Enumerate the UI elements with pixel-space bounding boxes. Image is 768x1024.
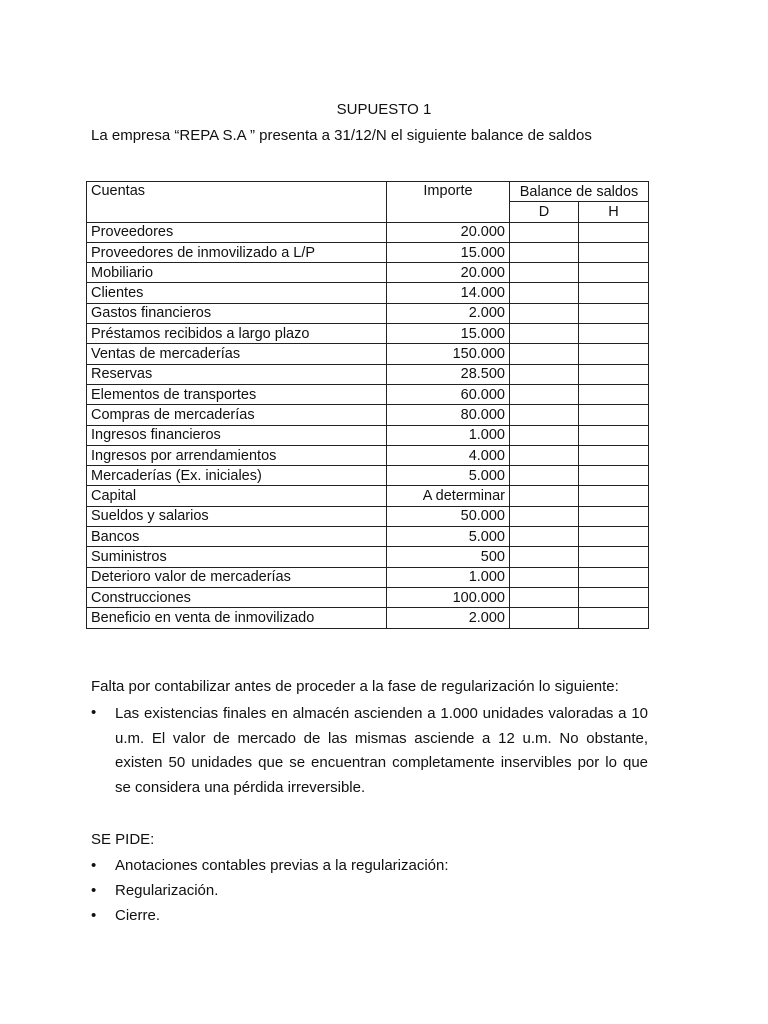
cell-importe: 20.000 <box>387 222 510 242</box>
table-row <box>87 263 649 283</box>
table-row <box>87 324 649 344</box>
cell-importe: 28.500 <box>387 364 510 384</box>
cell-haber <box>579 425 649 445</box>
cell-cuenta: Ventas de mercaderías <box>87 344 387 364</box>
cell-cuenta: Elementos de transportes <box>87 384 387 404</box>
document-title: SUPUESTO 1 <box>336 101 432 118</box>
cell-cuenta: Sueldos y salarios <box>87 506 387 526</box>
cell-cuenta: Proveedores de inmovilizado a L/P <box>87 242 387 262</box>
header-haber: H <box>579 202 649 222</box>
cell-cuenta: Préstamos recibidos a largo plazo <box>87 324 387 344</box>
requested-item-text: Anotaciones contables previas a la regularización: <box>115 857 449 874</box>
cell-haber <box>579 445 649 465</box>
cell-importe: 5.000 <box>387 466 510 486</box>
header-debe: D <box>510 202 579 222</box>
table-row <box>87 222 649 242</box>
cell-haber <box>579 608 649 628</box>
cell-debe <box>510 547 579 567</box>
cell-haber <box>579 324 649 344</box>
requested-item-text: Cierre. <box>115 907 161 924</box>
cell-importe: 2.000 <box>387 303 510 323</box>
bullet-icon: • <box>91 882 97 899</box>
cell-importe: 500 <box>387 547 510 567</box>
cell-debe <box>510 506 579 526</box>
cell-haber <box>579 547 649 567</box>
cell-importe: 150.000 <box>387 344 510 364</box>
cell-cuenta: Gastos financieros <box>87 303 387 323</box>
cell-debe <box>510 344 579 364</box>
cell-cuenta: Deterioro valor de mercaderías <box>87 567 387 587</box>
cell-cuenta: Ingresos financieros <box>87 425 387 445</box>
pending-list <box>91 702 648 800</box>
cell-debe <box>510 527 579 547</box>
cell-debe <box>510 324 579 344</box>
cell-debe <box>510 405 579 425</box>
cell-haber <box>579 587 649 607</box>
requested-item-text: Regularización. <box>115 882 219 899</box>
table-row <box>87 567 649 587</box>
cell-haber <box>579 303 649 323</box>
cell-debe <box>510 222 579 242</box>
table-row <box>87 587 649 607</box>
cell-debe <box>510 384 579 404</box>
cell-haber <box>579 506 649 526</box>
table-row <box>87 547 649 567</box>
cell-importe: 4.000 <box>387 445 510 465</box>
table-header-row <box>87 182 649 202</box>
cell-cuenta: Suministros <box>87 547 387 567</box>
cell-importe: 20.000 <box>387 263 510 283</box>
table-row <box>87 384 649 404</box>
cell-importe: 100.000 <box>387 587 510 607</box>
header-importe: Importe <box>387 182 510 223</box>
cell-cuenta: Ingresos por arrendamientos <box>87 445 387 465</box>
table-row <box>87 283 649 303</box>
cell-importe: 15.000 <box>387 242 510 262</box>
table-row <box>87 242 649 262</box>
cell-cuenta: Capital <box>87 486 387 506</box>
table-row <box>87 364 649 384</box>
cell-cuenta: Compras de mercaderías <box>87 405 387 425</box>
cell-importe: 50.000 <box>387 506 510 526</box>
cell-debe <box>510 263 579 283</box>
requested-item <box>91 907 160 924</box>
table-row <box>87 344 649 364</box>
cell-importe: 80.000 <box>387 405 510 425</box>
cell-debe <box>510 608 579 628</box>
cell-cuenta: Construcciones <box>87 587 387 607</box>
cell-importe: A determinar <box>387 486 510 506</box>
cell-haber <box>579 364 649 384</box>
cell-haber <box>579 263 649 283</box>
cell-debe <box>510 466 579 486</box>
cell-debe <box>510 567 579 587</box>
cell-importe: 1.000 <box>387 425 510 445</box>
cell-debe <box>510 425 579 445</box>
cell-cuenta: Bancos <box>87 527 387 547</box>
table-row <box>87 486 649 506</box>
requested-item <box>91 882 218 899</box>
cell-cuenta: Mercaderías (Ex. iniciales) <box>87 466 387 486</box>
cell-haber <box>579 527 649 547</box>
cell-haber <box>579 466 649 486</box>
cell-importe: 2.000 <box>387 608 510 628</box>
cell-debe <box>510 242 579 262</box>
cell-debe <box>510 283 579 303</box>
table-row <box>87 445 649 465</box>
pending-heading: Falta por contabilizar antes de proceder a la fase de regularización lo siguiente: <box>91 678 619 695</box>
cell-importe: 15.000 <box>387 324 510 344</box>
cell-importe: 5.000 <box>387 527 510 547</box>
table-row <box>87 506 649 526</box>
intro-text: La empresa “REPA S.A ” presenta a 31/12/N el siguiente balance de saldos <box>91 127 592 144</box>
bullet-icon: • <box>91 704 97 721</box>
balance-table <box>86 181 649 629</box>
cell-cuenta: Proveedores <box>87 222 387 242</box>
cell-importe: 60.000 <box>387 384 510 404</box>
table-row <box>87 608 649 628</box>
bullet-icon: • <box>91 907 97 924</box>
cell-cuenta: Reservas <box>87 364 387 384</box>
cell-cuenta: Beneficio en venta de inmovilizado <box>87 608 387 628</box>
cell-debe <box>510 364 579 384</box>
bullet-icon: • <box>91 857 97 874</box>
cell-debe <box>510 445 579 465</box>
cell-debe <box>510 587 579 607</box>
requested-heading: SE PIDE: <box>91 831 155 848</box>
cell-haber <box>579 344 649 364</box>
header-balance: Balance de saldos <box>510 182 649 202</box>
cell-cuenta: Mobiliario <box>87 263 387 283</box>
cell-haber <box>579 405 649 425</box>
cell-cuenta: Clientes <box>87 283 387 303</box>
table-row <box>87 405 649 425</box>
cell-haber <box>579 222 649 242</box>
cell-haber <box>579 567 649 587</box>
cell-haber <box>579 283 649 303</box>
cell-haber <box>579 384 649 404</box>
table-row <box>87 425 649 445</box>
table-row <box>87 527 649 547</box>
requested-item <box>91 857 449 874</box>
header-cuentas: Cuentas <box>87 182 387 223</box>
cell-haber <box>579 242 649 262</box>
pending-item: Las existencias finales en almacén ascienden a 1.000 unidades valoradas a 10 u.m. El valor de mercado de las mismas asciende a 12 u.m. No obstante, existen 50 unidades que se encuentran completamente inservibles por lo que se considera una pérdida irreversible. <box>115 705 648 796</box>
table-row <box>87 303 649 323</box>
cell-debe <box>510 486 579 506</box>
cell-importe: 1.000 <box>387 567 510 587</box>
cell-haber <box>579 486 649 506</box>
cell-importe: 14.000 <box>387 283 510 303</box>
table-row <box>87 466 649 486</box>
cell-debe <box>510 303 579 323</box>
